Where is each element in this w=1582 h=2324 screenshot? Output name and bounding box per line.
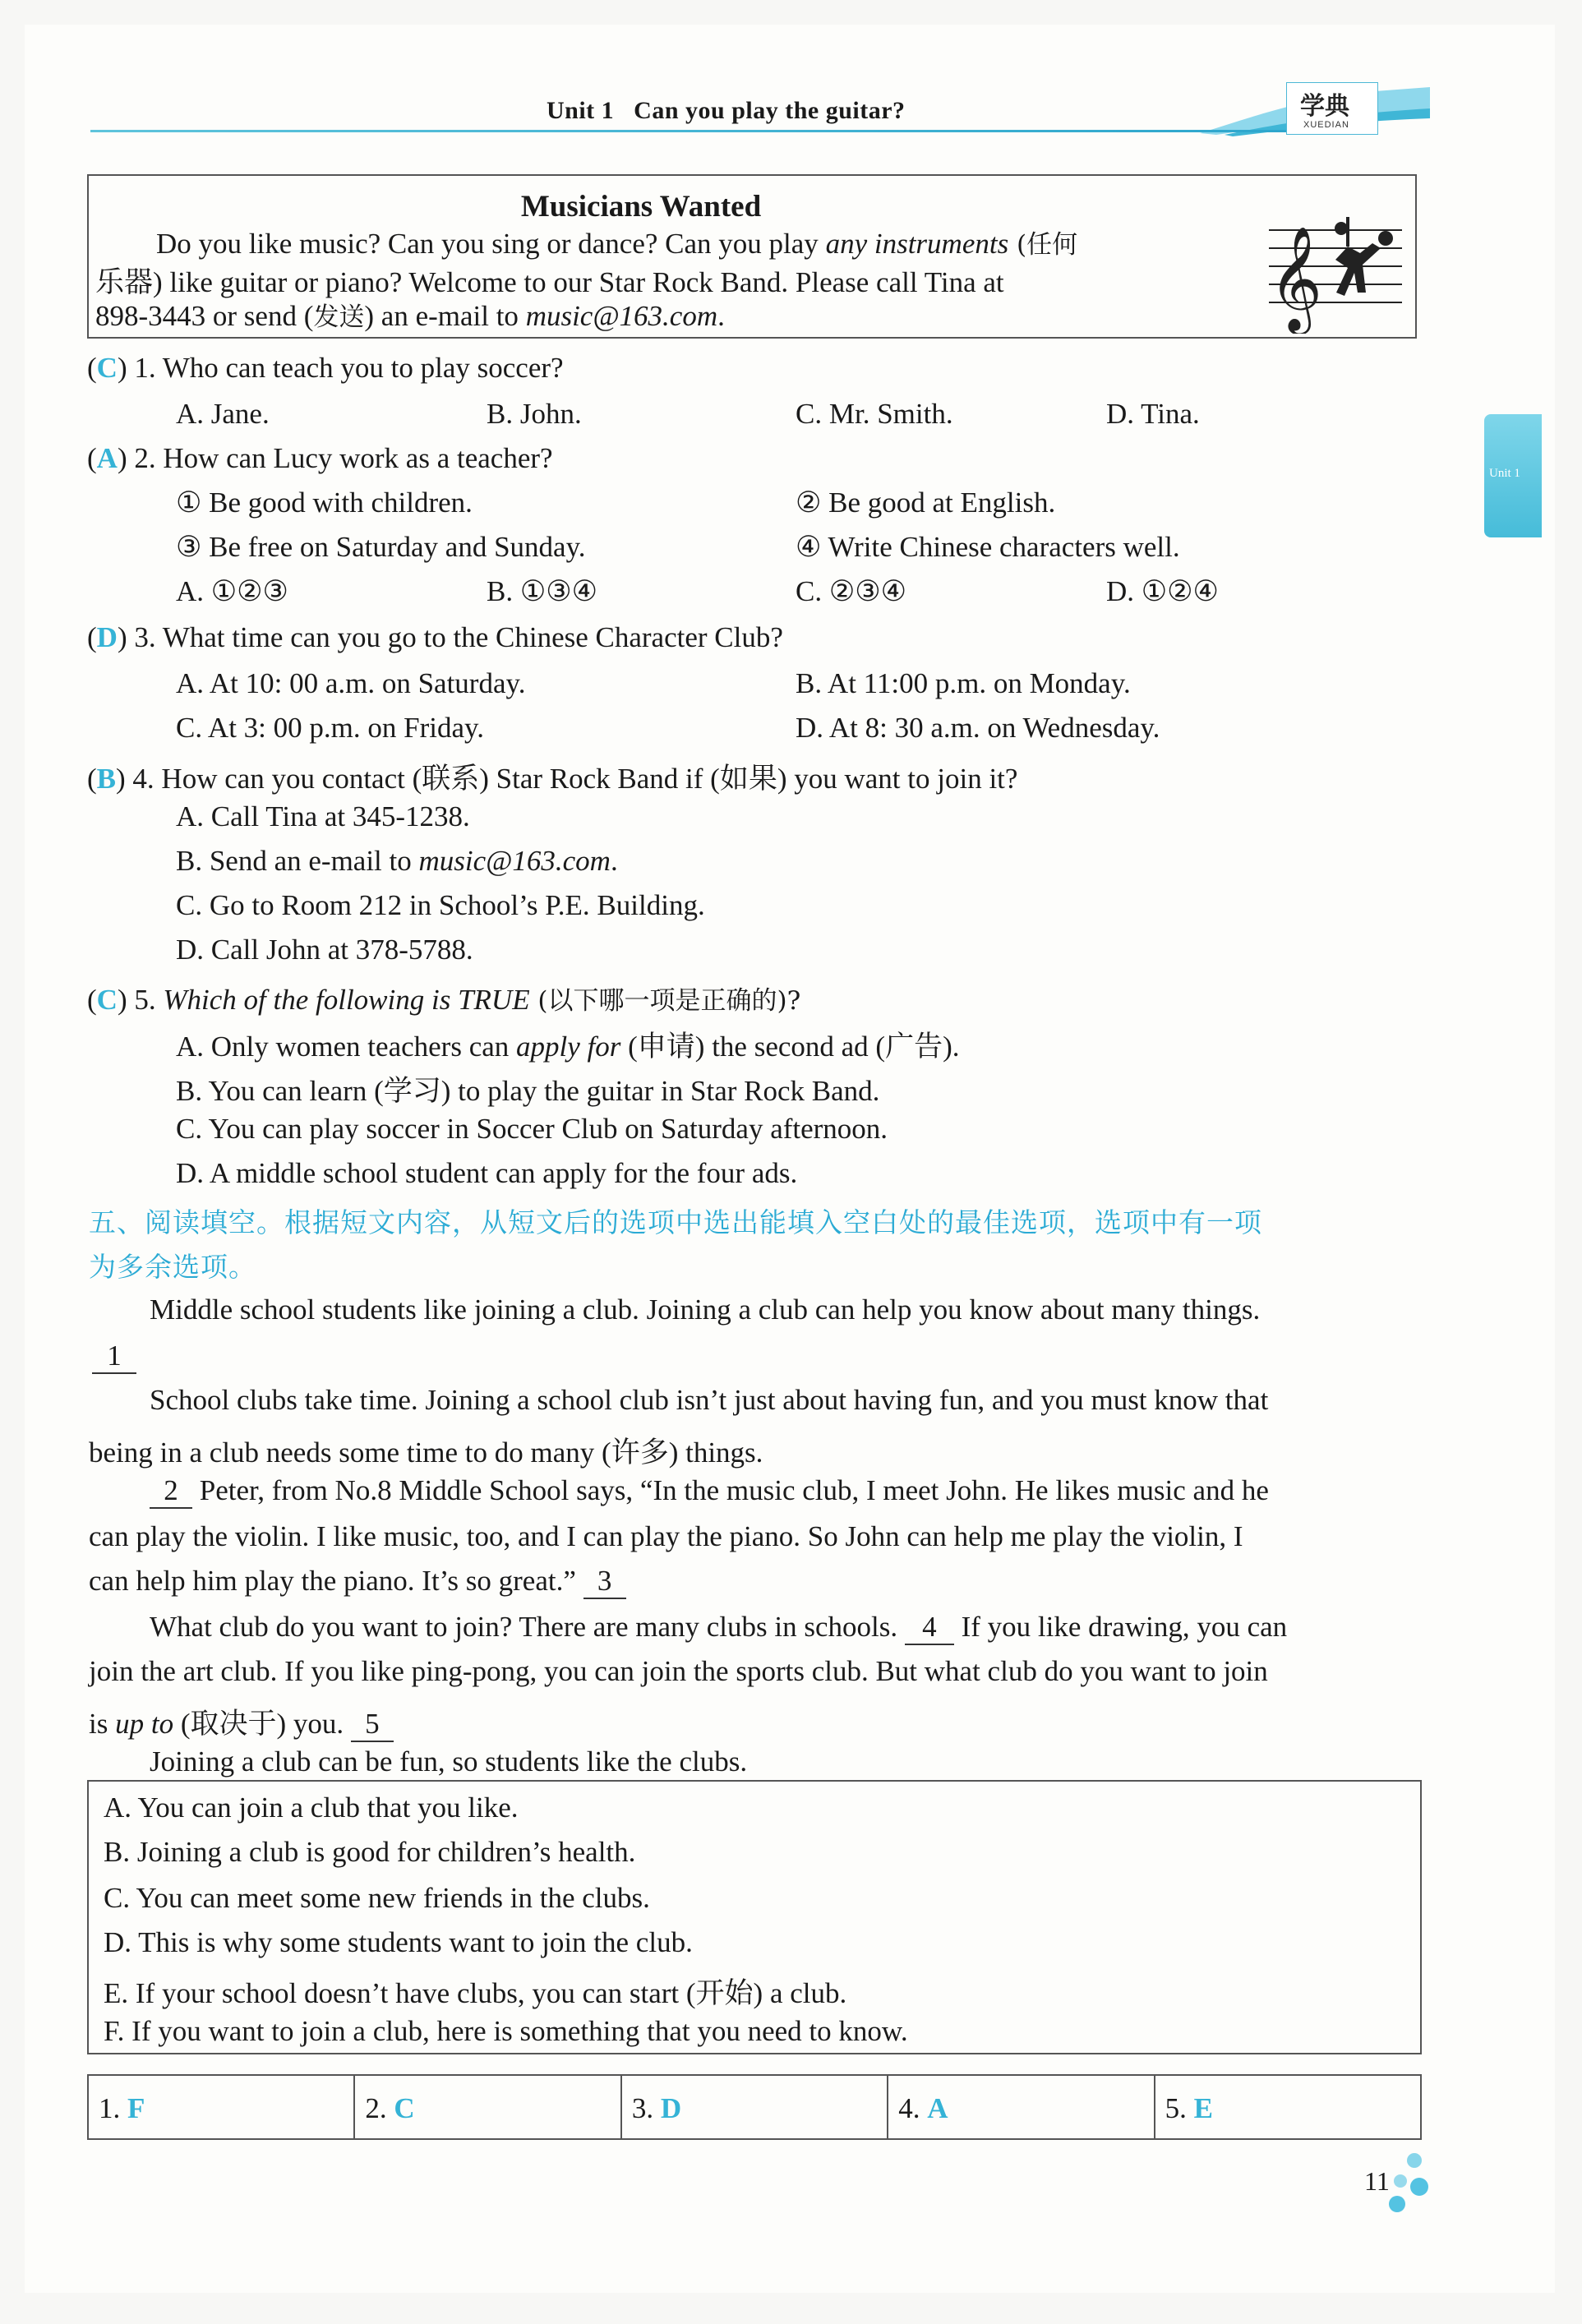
q2-option-d: D. ①②④ (1106, 575, 1219, 607)
unit-title: Unit 1 Can you play the guitar? (547, 97, 906, 124)
logo-subtext: XUEDIAN (1303, 120, 1349, 130)
q3-option-d: D. At 8: 30 a.m. on Wednesday. (796, 712, 1160, 744)
q2-stem: (A) 2. How can Lucy work as a teacher? (87, 442, 553, 474)
side-tab-label: Unit 1 (1489, 467, 1520, 480)
q1-option-c: C. Mr. Smith. (796, 398, 953, 430)
decor-dot (1410, 2178, 1428, 2196)
passage-p4-line2: join the art club. If you like ping-pong, you can join the sports club. But what club do you want to join (89, 1655, 1268, 1687)
q3-option-c: C. At 3: 00 p.m. on Friday. (176, 712, 484, 744)
answer-cell-1: 1. F (89, 2076, 355, 2138)
svg-text:𝄞: 𝄞 (1269, 225, 1323, 330)
q4-option-b: B. Send an e-mail to music@163.com. (176, 845, 618, 877)
q5-stem: (C) 5. Which of the following is TRUE (以下哪一项是正确的)? (87, 984, 801, 1016)
q4-stem: (B) 4. How can you contact (联系) Star Rock Band if (如果) you want to join it? (87, 763, 1018, 795)
q2-sub-2: ② Be good at English. (796, 486, 1056, 519)
ad-line-2: 乐器) like guitar or piano? Welcome to our Star Rock Band. Please call Tina at (95, 266, 1004, 298)
music-staff-icon (1266, 210, 1405, 334)
passage-p2-line1: School clubs take time. Joining a school club isn’t just about having fun, and you must know that (150, 1384, 1269, 1416)
ad-line-1: Do you like music? Can you sing or dance? Can you play any instruments (任何 (156, 228, 1078, 260)
q1-option-d: D. Tina. (1106, 398, 1200, 430)
ad-line-3: 898-3443 or send (发送) an e-mail to music@163.com. (95, 300, 725, 332)
blank-4: 4 (905, 1611, 954, 1645)
q5-option-c: C. You can play soccer in Soccer Club on Saturday afternoon. (176, 1113, 888, 1145)
q2-sub-3: ③ Be free on Saturday and Sunday. (176, 531, 586, 563)
passage-p1: Middle school students like joining a club. Joining a club can help you know about many things. (150, 1293, 1261, 1326)
passage-p4-line1: What club do you want to join? There are many clubs in schools. 4 If you like drawing, you can (150, 1611, 1287, 1645)
choice-f: F. If you want to join a club, here is something that you need to know. (104, 2015, 908, 2047)
q5-option-a: A. Only women teachers can apply for (申请) the second ad (广告). (176, 1031, 960, 1063)
passage-p3-line1: 2 Peter, from No.8 Middle School says, “In the music club, I meet John. He likes music and he (150, 1474, 1269, 1509)
q2-option-c: C. ②③④ (796, 575, 906, 607)
ad-title: Musicians Wanted (520, 190, 762, 224)
q4-option-d: D. Call John at 378-5788. (176, 934, 473, 966)
answer-cell-2: 2. C (355, 2076, 621, 2138)
decor-dot (1407, 2153, 1422, 2168)
passage-p5: Joining a club can be fun, so students like the clubs. (150, 1745, 748, 1778)
passage-p3-line2: can play the violin. I like music, too, and I can play the piano. So John can help me play the violin, I (89, 1520, 1243, 1552)
q5-option-d: D. A middle school student can apply for the four ads. (176, 1157, 798, 1189)
answer-cell-3: 3. D (622, 2076, 888, 2138)
decor-dot (1389, 2196, 1405, 2212)
blank-5: 5 (351, 1708, 394, 1742)
q4-answer: B (96, 763, 117, 795)
q3-option-a: A. At 10: 00 a.m. on Saturday. (176, 667, 526, 699)
choice-a: A. You can join a club that you like. (104, 1791, 519, 1824)
blank-1: 1 (92, 1340, 136, 1374)
q1-stem: (C) 1. Who can teach you to play soccer? (87, 352, 564, 384)
q1-answer: C (96, 352, 118, 384)
passage-p2-line2: being in a club needs some time to do many (许多) things. (89, 1436, 763, 1469)
passage-p3-line3: can help him play the piano. It’s so great.” 3 (89, 1565, 626, 1599)
blank-2: 2 (150, 1474, 192, 1509)
logo-text: 学典 (1300, 92, 1349, 121)
answer-cell-5: 5. E (1165, 2092, 1213, 2124)
section5-heading-line1: 五、阅读填空。根据短文内容，从短文后的选项中选出能填入空白处的最佳选项，选项中有一项 (89, 1206, 1262, 1238)
q4-option-a: A. Call Tina at 345-1238. (176, 800, 470, 832)
q5-answer: C (96, 984, 118, 1016)
section5-heading-line2: 为多余选项。 (89, 1251, 256, 1283)
choice-b: B. Joining a club is good for children’s health. (104, 1836, 636, 1868)
choice-c: C. You can meet some new friends in the clubs. (104, 1882, 650, 1914)
q4-option-c: C. Go to Room 212 in School’s P.E. Building. (176, 889, 705, 921)
q3-stem: (D) 3. What time can you go to the Chinese Character Club? (87, 621, 783, 653)
header-rule (90, 130, 1372, 132)
q2-answer: A (96, 442, 118, 474)
answer-table (87, 2074, 1422, 2140)
q2-option-b: B. ①③④ (487, 575, 597, 607)
q2-option-a: A. ①②③ (176, 575, 288, 607)
q3-answer: D (96, 621, 118, 653)
q3-option-b: B. At 11:00 p.m. on Monday. (796, 667, 1131, 699)
choice-d: D. This is why some students want to join the club. (104, 1926, 693, 1958)
q1-option-a: A. Jane. (176, 398, 270, 430)
passage-p4-line3: is up to (取决于) you. 5 (89, 1701, 394, 1742)
decor-dot (1394, 2174, 1407, 2188)
q5-option-b: B. You can learn (学习) to play the guitar in Star Rock Band. (176, 1075, 880, 1107)
q2-sub-1: ① Be good with children. (176, 486, 473, 519)
answer-cell-4: 4. A (888, 2076, 1155, 2138)
page-number: 11 (1364, 2166, 1390, 2196)
blank-3: 3 (583, 1565, 626, 1599)
q2-sub-4: ④ Write Chinese characters well. (796, 531, 1180, 563)
choice-e: E. If your school doesn’t have clubs, you can start (开始) a club. (104, 1977, 847, 2009)
q1-option-b: B. John. (487, 398, 582, 430)
